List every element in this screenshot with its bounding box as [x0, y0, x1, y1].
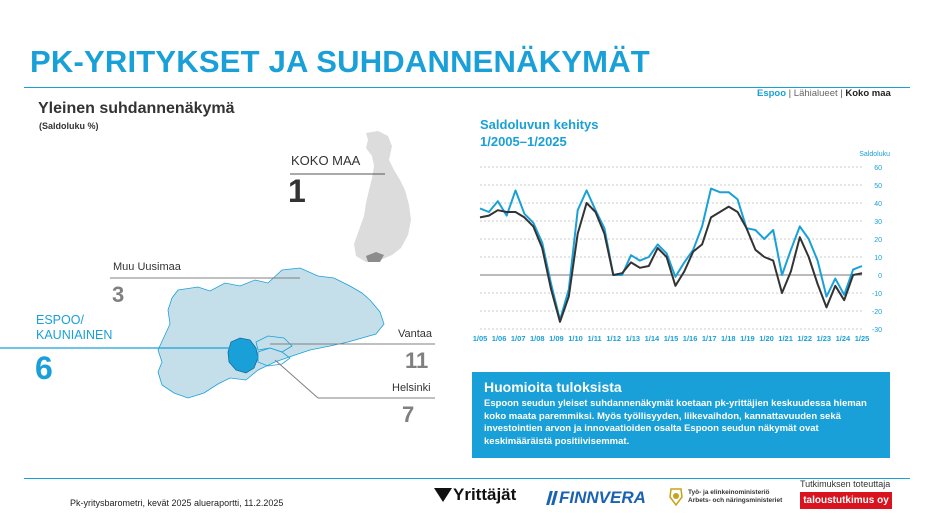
- region-separator: |: [837, 88, 846, 99]
- espoo-label: [36, 313, 112, 343]
- implementer-label: Tutkimuksen toteuttaja: [800, 479, 891, 489]
- x-tick-label: 1/05: [472, 334, 488, 343]
- yrittajat-logo-text: Yrittäjät: [453, 485, 517, 504]
- finland-map-icon: [354, 131, 411, 262]
- y-tick-label: 40: [874, 201, 882, 208]
- x-tick-label: 1/19: [740, 334, 755, 343]
- taloustutkimus-logo: taloustutkimus oy: [800, 492, 892, 509]
- page-title: PK-YRITYKSET JA SUHDANNENÄKYMÄT: [30, 44, 650, 79]
- x-tick-label: 1/17: [701, 334, 717, 343]
- finnvera-logo: [548, 488, 646, 508]
- notes-title: Huomioita tuloksista: [484, 379, 622, 395]
- x-tick-label: 1/10: [568, 334, 583, 343]
- x-tick-label: 1/25: [854, 334, 870, 343]
- x-tick-label: 1/18: [720, 334, 736, 343]
- x-tick-label: 1/22: [797, 334, 813, 343]
- muu-uusimaa-label: Muu Uusimaa: [113, 261, 181, 273]
- region-toggle: [757, 88, 891, 99]
- helsinki-label: Helsinki: [392, 382, 431, 394]
- tem-lion-icon: [668, 487, 684, 507]
- yrittajat-logo: [434, 485, 516, 505]
- x-tick-label: 1/06: [491, 334, 507, 343]
- chart-title-line1: Saldoluvun kehitys: [480, 117, 599, 132]
- x-tick-label: 1/23: [816, 334, 832, 343]
- y-tick-label: -10: [871, 291, 882, 298]
- section-title: Yleinen suhdannenäkymä: [38, 100, 235, 117]
- series-line-1: [480, 189, 862, 320]
- x-tick-label: 1/12: [606, 334, 622, 343]
- x-tick-label: 1/08: [529, 334, 545, 343]
- region-tab-koko-maa[interactable]: Koko maa: [845, 88, 891, 99]
- x-tick-label: 1/24: [835, 334, 851, 343]
- tem-logo-line1: Työ- ja elinkeinoministeriö: [688, 489, 770, 496]
- vantaa-value: 11: [405, 348, 429, 373]
- y-tick-label: 20: [874, 237, 882, 244]
- tem-logo: [688, 489, 782, 505]
- notes-text: Espoon seudun yleiset suhdannenäkymät koetaan pk-yrittäjien keskuudessa hieman koko maata paremmiksi. Myös työllisyyden, liikevaihdon, kannattavuuden sekä investointien arvon ja innovaatioiden osalta Espoon seudun näkymät ovat keskimääräistä positiivisemmat.: [484, 398, 867, 447]
- region-tab-lahialueet[interactable]: Lähialueet: [793, 88, 838, 99]
- espoo-label-line2: KAUNIAINEN: [36, 328, 113, 342]
- yrittajat-logo-icon: [434, 488, 452, 502]
- y-tick-label: 60: [874, 165, 882, 172]
- x-tick-label: 1/21: [778, 334, 793, 343]
- helsinki-value: 7: [402, 402, 415, 427]
- region-map: [0, 0, 470, 440]
- muu-uusimaa-value: 3: [112, 282, 125, 307]
- x-tick-label: 1/15: [663, 334, 679, 343]
- section-subtitle: (Saldoluku %): [39, 121, 99, 131]
- finnvera-logo-text: FINNVERA: [559, 488, 646, 507]
- y-tick-label: 10: [874, 255, 882, 262]
- x-tick-label: 1/14: [644, 334, 660, 343]
- koko-maa-label: KOKO MAA: [291, 153, 361, 168]
- notes-box: [472, 372, 890, 458]
- x-tick-label: 1/09: [549, 334, 564, 343]
- footer-source: Pk-yritysbarometri, kevät 2025 alueraportti, 11.2.2025: [70, 498, 284, 508]
- helsinki-leader: [275, 360, 318, 398]
- koko-maa-value: 1: [288, 173, 306, 209]
- y-tick-label: 50: [874, 183, 882, 190]
- y-tick-label: -20: [871, 309, 882, 316]
- x-tick-label: 1/11: [587, 334, 602, 343]
- footer-divider: [24, 478, 910, 479]
- finnvera-logo-icon: [546, 491, 558, 505]
- x-tick-label: 1/07: [510, 334, 526, 343]
- y-axis-label: Saldoluku: [859, 151, 890, 158]
- line-chart: [470, 145, 910, 350]
- y-tick-label: 30: [874, 219, 882, 226]
- uusimaa-region-shape: [158, 268, 384, 398]
- y-tick-label: 0: [878, 273, 882, 280]
- espoo-label-line1: ESPOO/: [36, 313, 84, 327]
- x-tick-label: 1/13: [625, 334, 641, 343]
- y-tick-label: -30: [871, 327, 882, 334]
- chart-title-line2: 1/2005–1/2025: [480, 134, 567, 149]
- vantaa-label: Vantaa: [398, 328, 433, 340]
- tem-logo-line2: Arbets- och näringsministeriet: [688, 497, 783, 504]
- x-tick-label: 1/16: [682, 334, 698, 343]
- espoo-value: 6: [35, 350, 53, 386]
- x-tick-label: 1/20: [759, 334, 774, 343]
- region-tab-espoo[interactable]: Espoo: [757, 88, 787, 99]
- region-separator: |: [786, 88, 794, 99]
